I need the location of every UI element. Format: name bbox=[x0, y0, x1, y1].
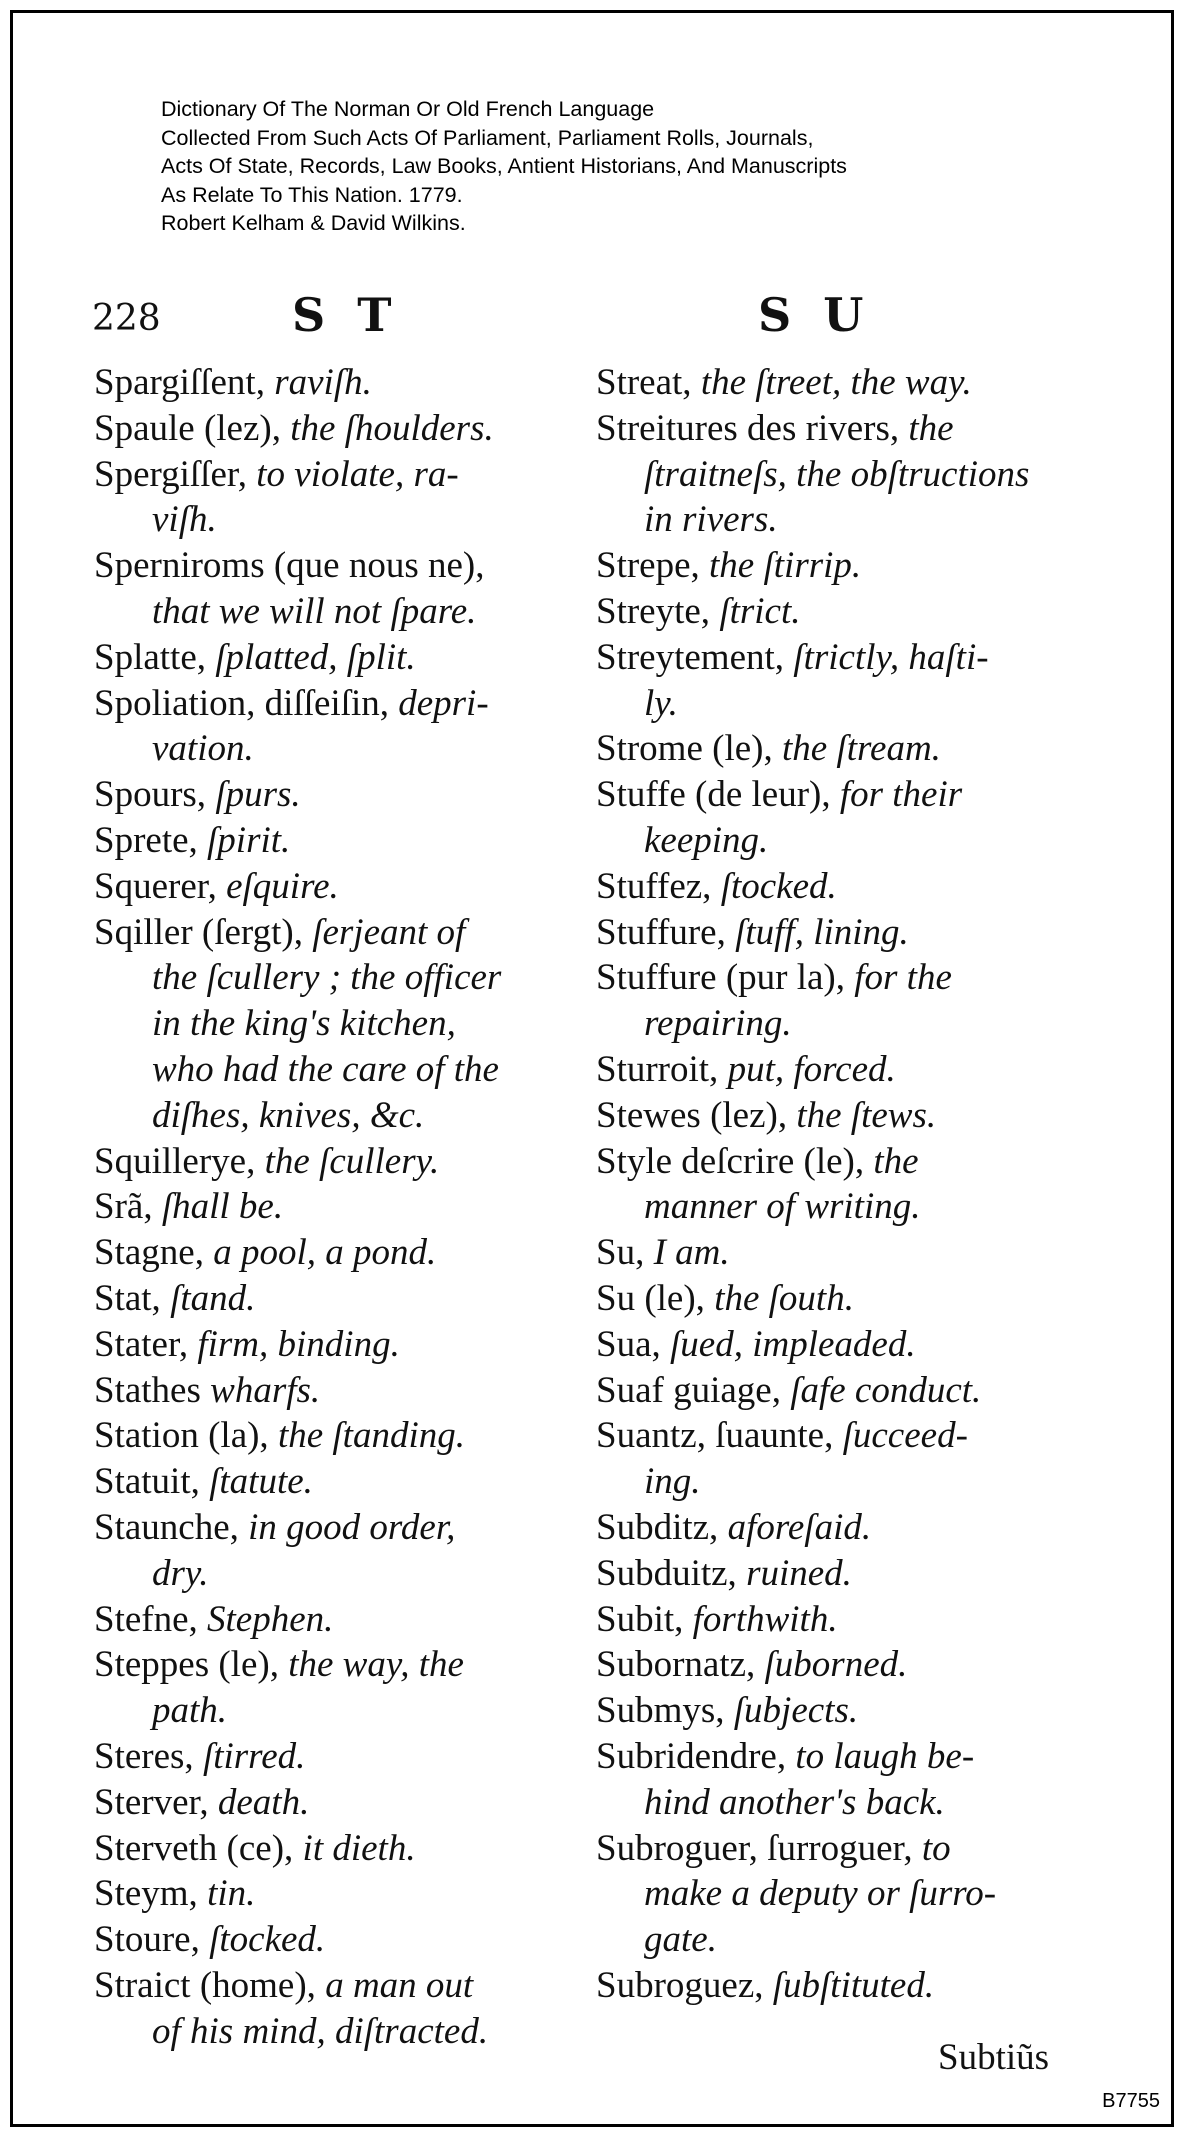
headword: Sqiller (ſergt), bbox=[94, 911, 313, 953]
headword: Subditz, bbox=[596, 1506, 728, 1548]
header-line: Collected From Such Acts Of Parliament, Parliament Rolls, Journals, bbox=[161, 125, 814, 150]
dictionary-line bbox=[94, 1093, 594, 1139]
dictionary-line bbox=[596, 360, 1096, 406]
dictionary-line bbox=[94, 1871, 594, 1917]
headword: Straict (home), bbox=[94, 1964, 326, 2006]
headword: Stagne, bbox=[94, 1232, 214, 1274]
dictionary-line bbox=[94, 589, 594, 635]
headword: Style deſcrire (le), bbox=[596, 1140, 874, 1182]
left-column bbox=[94, 360, 594, 2054]
gloss: aforeſaid. bbox=[727, 1506, 872, 1548]
headword: Subduitz, bbox=[596, 1552, 747, 1594]
gloss: repairing. bbox=[644, 1003, 792, 1045]
gloss: ſued, impleaded. bbox=[670, 1323, 916, 1365]
dictionary-line bbox=[596, 1047, 1096, 1093]
headword: Subornatz, bbox=[596, 1644, 765, 1686]
headword: Spaule (lez), bbox=[94, 407, 291, 449]
gloss: for the bbox=[854, 957, 952, 999]
dictionary-line bbox=[596, 1230, 1096, 1276]
dictionary-line bbox=[596, 1184, 1096, 1230]
dictionary-line bbox=[94, 1597, 594, 1643]
dictionary-line bbox=[596, 1368, 1096, 1414]
gloss: it dieth. bbox=[302, 1827, 416, 1869]
headword: Squillerye, bbox=[94, 1140, 265, 1182]
gloss: ſplatted, ſplit. bbox=[215, 636, 416, 678]
dictionary-line bbox=[94, 2009, 594, 2055]
gloss: ruined. bbox=[746, 1552, 852, 1594]
gloss: ſtocked. bbox=[720, 865, 837, 907]
dictionary-line bbox=[94, 1276, 594, 1322]
headword: Streyte, bbox=[596, 590, 720, 632]
catchword: Subtiũs bbox=[938, 2037, 1050, 2078]
header-line: Acts Of State, Records, Law Books, Antient Historians, And Manuscripts bbox=[161, 154, 847, 178]
dictionary-line bbox=[596, 818, 1096, 864]
gloss: the ſtanding. bbox=[277, 1415, 465, 1457]
gloss: the ſtreet, the way. bbox=[700, 362, 972, 403]
gloss: the ſouth. bbox=[714, 1277, 854, 1319]
dictionary-line bbox=[596, 1093, 1096, 1139]
headword: Spours, bbox=[94, 774, 216, 816]
headword: Spergiſſer, bbox=[94, 453, 257, 495]
gloss: that we will not ſpare. bbox=[152, 590, 477, 632]
headword: Sua, bbox=[596, 1323, 670, 1365]
dictionary-line bbox=[94, 1230, 594, 1276]
gloss: the way, the bbox=[288, 1644, 464, 1686]
running-head-right: S U bbox=[758, 288, 872, 342]
gloss: ſhall be. bbox=[161, 1186, 284, 1228]
dictionary-line bbox=[94, 1368, 594, 1414]
gloss: ing. bbox=[644, 1461, 701, 1503]
headword: Spoliation, diſſeiſin, bbox=[94, 682, 399, 724]
gloss: ſtuff, lining. bbox=[735, 911, 909, 953]
dictionary-line bbox=[596, 1826, 1096, 1872]
dictionary-line bbox=[596, 452, 1096, 498]
headword: Squerer, bbox=[94, 865, 227, 907]
headword: Subridendre, bbox=[596, 1735, 796, 1777]
gloss: in the king's kitchen, bbox=[152, 1003, 456, 1045]
dictionary-line bbox=[596, 681, 1096, 727]
title-header bbox=[161, 95, 847, 238]
headword: Stat, bbox=[94, 1277, 171, 1319]
dictionary-line bbox=[94, 406, 594, 452]
headword: Streitures des rivers, bbox=[596, 407, 909, 449]
running-head-left: S T bbox=[292, 288, 400, 342]
gloss: hind another's back. bbox=[644, 1781, 945, 1823]
gloss: ſtirred. bbox=[202, 1735, 306, 1777]
headword: Stoure, bbox=[94, 1919, 210, 1961]
dictionary-line bbox=[94, 772, 594, 818]
gloss: ſuborned. bbox=[764, 1644, 908, 1686]
headword: Strome (le), bbox=[596, 728, 782, 770]
header-line: As Relate To This Nation. 1779. bbox=[161, 182, 463, 207]
dictionary-line bbox=[596, 772, 1096, 818]
gloss: ſtatute. bbox=[209, 1461, 313, 1503]
dictionary-line bbox=[94, 1734, 594, 1780]
gloss: ly. bbox=[644, 682, 678, 724]
dictionary-line bbox=[94, 1917, 594, 1963]
dictionary-line bbox=[94, 726, 594, 772]
dictionary-line bbox=[94, 635, 594, 681]
headword: Sterveth (ce), bbox=[94, 1827, 303, 1869]
headword: Su (le), bbox=[596, 1277, 715, 1319]
headword: Streytement, bbox=[596, 636, 794, 678]
headword: Strepe, bbox=[596, 545, 710, 587]
gloss: to bbox=[921, 1827, 951, 1869]
gloss: to violate, ra- bbox=[256, 453, 459, 495]
headword: Sterver, bbox=[94, 1781, 218, 1823]
headword: Su, bbox=[596, 1232, 654, 1274]
dictionary-line bbox=[94, 497, 594, 543]
headword: Sperniroms (que nous ne), bbox=[94, 545, 485, 587]
gloss: diſhes, knives, &c. bbox=[152, 1094, 425, 1136]
gloss: ſerjeant of bbox=[312, 911, 466, 953]
dictionary-line bbox=[596, 635, 1096, 681]
gloss: ſtrict. bbox=[719, 590, 801, 632]
dictionary-line bbox=[596, 1963, 1096, 2009]
gloss: ſtrictly, haſti- bbox=[793, 636, 989, 678]
dictionary-line bbox=[94, 910, 594, 956]
dictionary-line bbox=[596, 1139, 1096, 1185]
dictionary-line bbox=[596, 1001, 1096, 1047]
gloss: a pool, a pond. bbox=[213, 1232, 437, 1274]
dictionary-line bbox=[596, 1459, 1096, 1505]
dictionary-line bbox=[94, 1780, 594, 1826]
dictionary-line bbox=[596, 1322, 1096, 1368]
headword: Sprete, bbox=[94, 819, 208, 861]
headword: Stefne, bbox=[94, 1598, 208, 1640]
header-line: Robert Kelham & David Wilkins. bbox=[161, 211, 466, 235]
gloss: ſucceed- bbox=[842, 1415, 968, 1457]
dictionary-line bbox=[94, 1139, 594, 1185]
dictionary-line bbox=[94, 360, 594, 406]
headword: Station (la), bbox=[94, 1415, 278, 1457]
headword: Suantz, ſuaunte, bbox=[596, 1415, 843, 1457]
dictionary-line bbox=[596, 1597, 1096, 1643]
gloss: Stephen. bbox=[207, 1598, 334, 1640]
headword: Steppes (le), bbox=[94, 1644, 289, 1686]
gloss: the ſcullery ; the officer bbox=[152, 957, 502, 999]
gloss: the bbox=[908, 407, 954, 449]
headword: Statuit, bbox=[94, 1461, 210, 1503]
headword: Streat, bbox=[596, 362, 701, 403]
gloss: I am. bbox=[653, 1232, 730, 1274]
dictionary-line bbox=[596, 1871, 1096, 1917]
gloss: to laugh be- bbox=[795, 1735, 975, 1777]
page-number: 228 bbox=[92, 298, 161, 339]
dictionary-line bbox=[596, 589, 1096, 635]
headword: Subit, bbox=[596, 1598, 693, 1640]
dictionary-line bbox=[596, 955, 1096, 1001]
gloss: ſubſtituted. bbox=[772, 1964, 935, 2006]
dictionary-line bbox=[94, 1001, 594, 1047]
dictionary-line bbox=[94, 1047, 594, 1093]
gloss: the ſtews. bbox=[796, 1094, 937, 1136]
right-column bbox=[596, 360, 1096, 2009]
headword: Steym, bbox=[94, 1873, 208, 1915]
gloss: raviſh. bbox=[274, 362, 372, 403]
gloss: ſtocked. bbox=[209, 1919, 326, 1961]
dictionary-line bbox=[94, 1551, 594, 1597]
dictionary-line bbox=[94, 1184, 594, 1230]
dictionary-line bbox=[596, 543, 1096, 589]
dictionary-line bbox=[596, 1688, 1096, 1734]
dictionary-line bbox=[94, 955, 594, 1001]
headword: Subroguez, bbox=[596, 1964, 773, 2006]
gloss: viſh. bbox=[152, 499, 217, 541]
gloss: for their bbox=[839, 774, 963, 816]
gloss: of his mind, diſtracted. bbox=[152, 2010, 489, 2052]
gloss: ſtand. bbox=[170, 1277, 256, 1319]
gloss: who had the care of the bbox=[152, 1048, 499, 1090]
headword: Steres, bbox=[94, 1735, 203, 1777]
dictionary-line bbox=[596, 910, 1096, 956]
gloss: ſpurs. bbox=[215, 774, 301, 816]
gloss: in rivers. bbox=[644, 499, 778, 541]
gloss: forthwith. bbox=[692, 1598, 838, 1640]
headword: Splatte, bbox=[94, 636, 216, 678]
dictionary-line bbox=[94, 1413, 594, 1459]
headword: Stater, bbox=[94, 1323, 198, 1365]
gloss: make a deputy or ſurro- bbox=[644, 1873, 997, 1915]
dictionary-line bbox=[94, 1459, 594, 1505]
dictionary-line bbox=[596, 1734, 1096, 1780]
dictionary-line bbox=[596, 406, 1096, 452]
dictionary-line bbox=[596, 726, 1096, 772]
dictionary-line bbox=[94, 1642, 594, 1688]
gloss: ſtraitneſs, the obſtructions bbox=[644, 453, 1030, 495]
gloss: ſpirit. bbox=[207, 819, 291, 861]
gloss: ſubjects. bbox=[733, 1690, 859, 1732]
headword: Suaf guiage, bbox=[596, 1369, 791, 1411]
headword: Staunche, bbox=[94, 1506, 249, 1548]
gloss: the ſcullery. bbox=[264, 1140, 440, 1182]
gloss: wharfs. bbox=[210, 1369, 321, 1411]
dictionary-line bbox=[94, 452, 594, 498]
dictionary-line bbox=[94, 543, 594, 589]
gloss: the ſhoulders. bbox=[290, 407, 494, 449]
dictionary-line bbox=[94, 818, 594, 864]
dictionary-line bbox=[596, 1780, 1096, 1826]
gloss: ſafe conduct. bbox=[790, 1369, 982, 1411]
dictionary-line bbox=[94, 1322, 594, 1368]
gloss: tin. bbox=[207, 1873, 256, 1915]
gloss: the ſtream. bbox=[781, 728, 941, 770]
headword: Stathes bbox=[94, 1369, 211, 1411]
headword: Stuffure, bbox=[596, 911, 736, 953]
header-line: Dictionary Of The Norman Or Old French Language bbox=[161, 97, 655, 121]
headword: Stuffure (pur la), bbox=[596, 957, 855, 999]
headword: Stuffe (de leur), bbox=[596, 774, 840, 816]
headword: Spargiſſent, bbox=[94, 362, 275, 403]
dictionary-line bbox=[596, 1642, 1096, 1688]
dictionary-line bbox=[596, 1413, 1096, 1459]
dictionary-line bbox=[596, 1276, 1096, 1322]
gloss: dry. bbox=[152, 1552, 209, 1594]
gloss: death. bbox=[217, 1781, 310, 1823]
dictionary-line bbox=[94, 1505, 594, 1551]
headword: Submys, bbox=[596, 1690, 734, 1732]
gloss: put, forced. bbox=[727, 1048, 896, 1090]
gloss: path. bbox=[152, 1690, 228, 1732]
dictionary-line bbox=[596, 497, 1096, 543]
headword: Stuffez, bbox=[596, 865, 721, 907]
dictionary-line bbox=[596, 1551, 1096, 1597]
reference-code: B7755 bbox=[1102, 2090, 1160, 2112]
dictionary-line bbox=[94, 1688, 594, 1734]
headword: Stewes (lez), bbox=[596, 1094, 797, 1136]
gloss: in good order, bbox=[248, 1506, 456, 1548]
headword: Subroguer, ſurroguer, bbox=[596, 1827, 922, 1869]
headword: Srã, bbox=[94, 1186, 162, 1228]
dictionary-line bbox=[596, 1505, 1096, 1551]
headword: Sturroit, bbox=[596, 1048, 728, 1090]
dictionary-line bbox=[596, 864, 1096, 910]
gloss: the bbox=[873, 1140, 919, 1182]
gloss: a man out bbox=[325, 1964, 474, 2006]
gloss: gate. bbox=[644, 1919, 717, 1961]
dictionary-line bbox=[94, 1963, 594, 2009]
gloss: vation. bbox=[152, 728, 254, 770]
gloss: firm, binding. bbox=[197, 1323, 400, 1365]
dictionary-line bbox=[94, 1826, 594, 1872]
gloss: manner of writing. bbox=[644, 1186, 921, 1228]
gloss: eſquire. bbox=[226, 865, 339, 907]
gloss: keeping. bbox=[644, 819, 769, 861]
dictionary-line bbox=[94, 864, 594, 910]
gloss: depri- bbox=[398, 682, 489, 724]
gloss: the ſtirrip. bbox=[709, 545, 862, 587]
dictionary-line bbox=[596, 1917, 1096, 1963]
dictionary-line bbox=[94, 681, 594, 727]
